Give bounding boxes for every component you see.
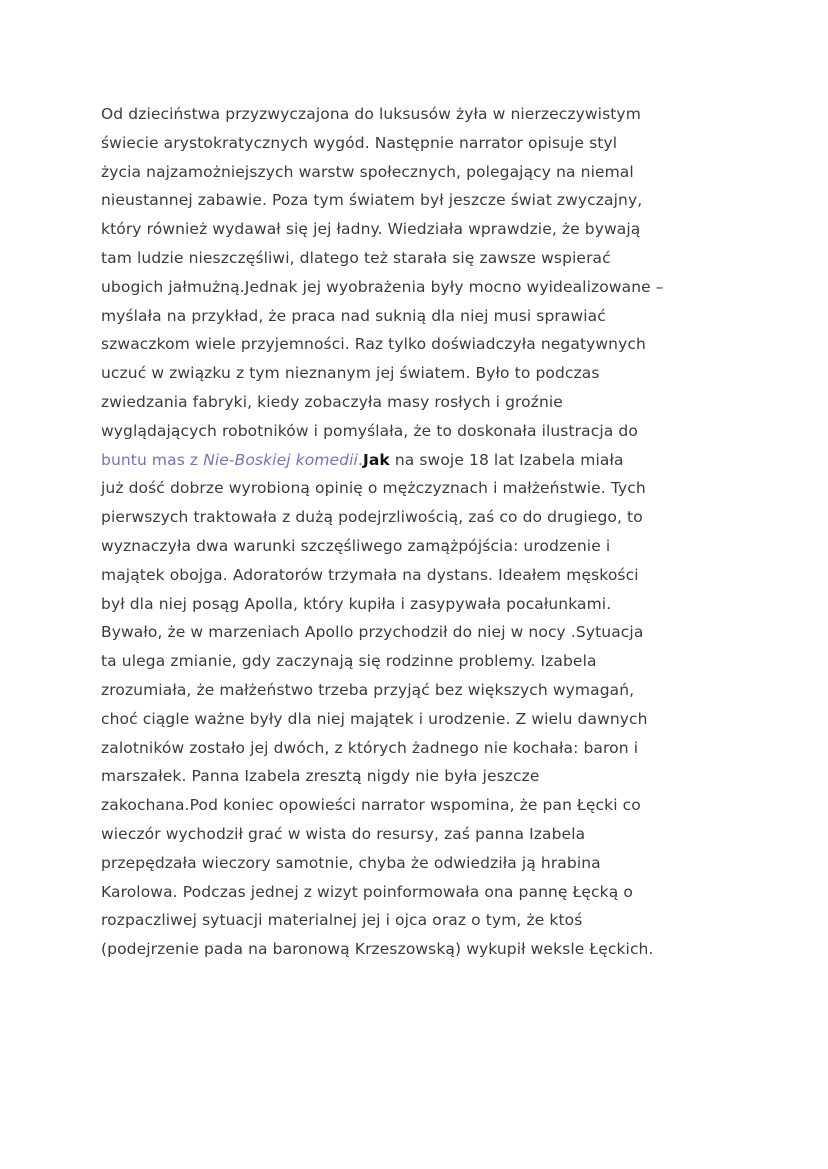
text-line-with-link <box>101 446 741 475</box>
text-line: Od dzieciństwa przyzwyczajona do luksusów żyła w nierzeczywistym <box>101 105 641 123</box>
text-line: był dla niej posąg Apolla, który kupiła i zasypywała pocałunkami. <box>101 594 612 613</box>
text-line: ubogich jałmużną.Jednak jej wyobrażenia były mocno wyidealizowane – <box>101 277 664 296</box>
text-line: nieustannej zabawie. Poza tym światem był jeszcze świat zwyczajny, <box>101 191 643 210</box>
text-line: tam ludzie nieszczęśliwi, dlatego też starała się zawsze wspierać <box>101 248 611 267</box>
text-line: (podejrzenie pada na baronową Krzeszowską) wykupił weksle Łęckich. <box>101 940 654 959</box>
link-text[interactable]: buntu mas z <box>101 450 204 469</box>
text-line: zrozumiała, że małżeństwo trzeba przyjąć bez większych wymagań, <box>101 680 635 699</box>
text-line: uczuć w związku z tym nieznanym jej światem. Było to podczas <box>101 364 600 383</box>
text-line: świecie arystokratycznych wygód. Następnie narrator opisuje styl <box>101 133 618 152</box>
document-text <box>101 100 741 964</box>
text-line: życia najzamożniejszych warstw społecznych, polegający na niemal <box>101 162 634 181</box>
text-line: zwiedzania fabryki, kiedy zobaczyła masy rosłych i groźnie <box>101 392 563 411</box>
text-line: już dość dobrze wyrobioną opinię o mężczyznach i małżeństwie. Tych <box>101 479 646 498</box>
text-line: marszałek. Panna Izabela zresztą nigdy nie była jeszcze <box>101 767 540 786</box>
text-line: myślała na przykład, że praca nad suknią dla niej musi sprawiać <box>101 306 606 325</box>
text-line: ta ulega zmianie, gdy zaczynają się rodzinne problemy. Izabela <box>101 652 597 671</box>
text-line: wieczór wychodził grać w wista do resursy, zaś panna Izabela <box>101 824 586 843</box>
text-line: który również wydawał się jej ładny. Wiedziała wprawdzie, że bywają <box>101 220 641 239</box>
text-line: Bywało, że w marzeniach Apollo przychodził do niej w nocy .Sytuacja <box>101 623 644 642</box>
text-line: choć ciągle ważne były dla niej majątek i urodzenie. Z wielu dawnych <box>101 709 648 728</box>
text-line: przepędzała wieczory samotnie, chyba że odwiedziła ją hrabina <box>101 853 601 872</box>
link-title-italic[interactable]: Nie-Boskiej komedii <box>203 450 358 469</box>
text-line: Karolowa. Podczas jednej z wizyt poinformowała ona pannę Łęcką o <box>101 882 633 901</box>
line-rest: na swoje 18 lat Izabela miała <box>389 450 624 469</box>
text-line: szwaczkom wiele przyjemności. Raz tylko doświadczyła negatywnych <box>101 335 646 354</box>
text-line: zalotników zostało jej dwóch, z których żadnego nie kochała: baron i <box>101 738 639 757</box>
text-line: wyznaczyła dwa warunki szczęśliwego zamążpójścia: urodzenie i <box>101 536 611 555</box>
text-line: zakochana.Pod koniec opowieści narrator wspomina, że pan Łęcki co <box>101 796 641 815</box>
text-line: wyglądających robotników i pomyślała, że to doskonała ilustracja do <box>101 421 638 440</box>
link-dot[interactable]: . <box>357 450 363 469</box>
text-line: rozpaczliwej sytuacji materialnej jej i ojca oraz o tym, że ktoś <box>101 911 583 930</box>
text-line: pierwszych traktowała z dużą podejrzliwością, zaś co do drugiego, to <box>101 508 643 527</box>
bold-word: Jak <box>362 450 390 469</box>
text-line: majątek obojga. Adoratorów trzymała na dystans. Ideałem męskości <box>101 565 639 584</box>
